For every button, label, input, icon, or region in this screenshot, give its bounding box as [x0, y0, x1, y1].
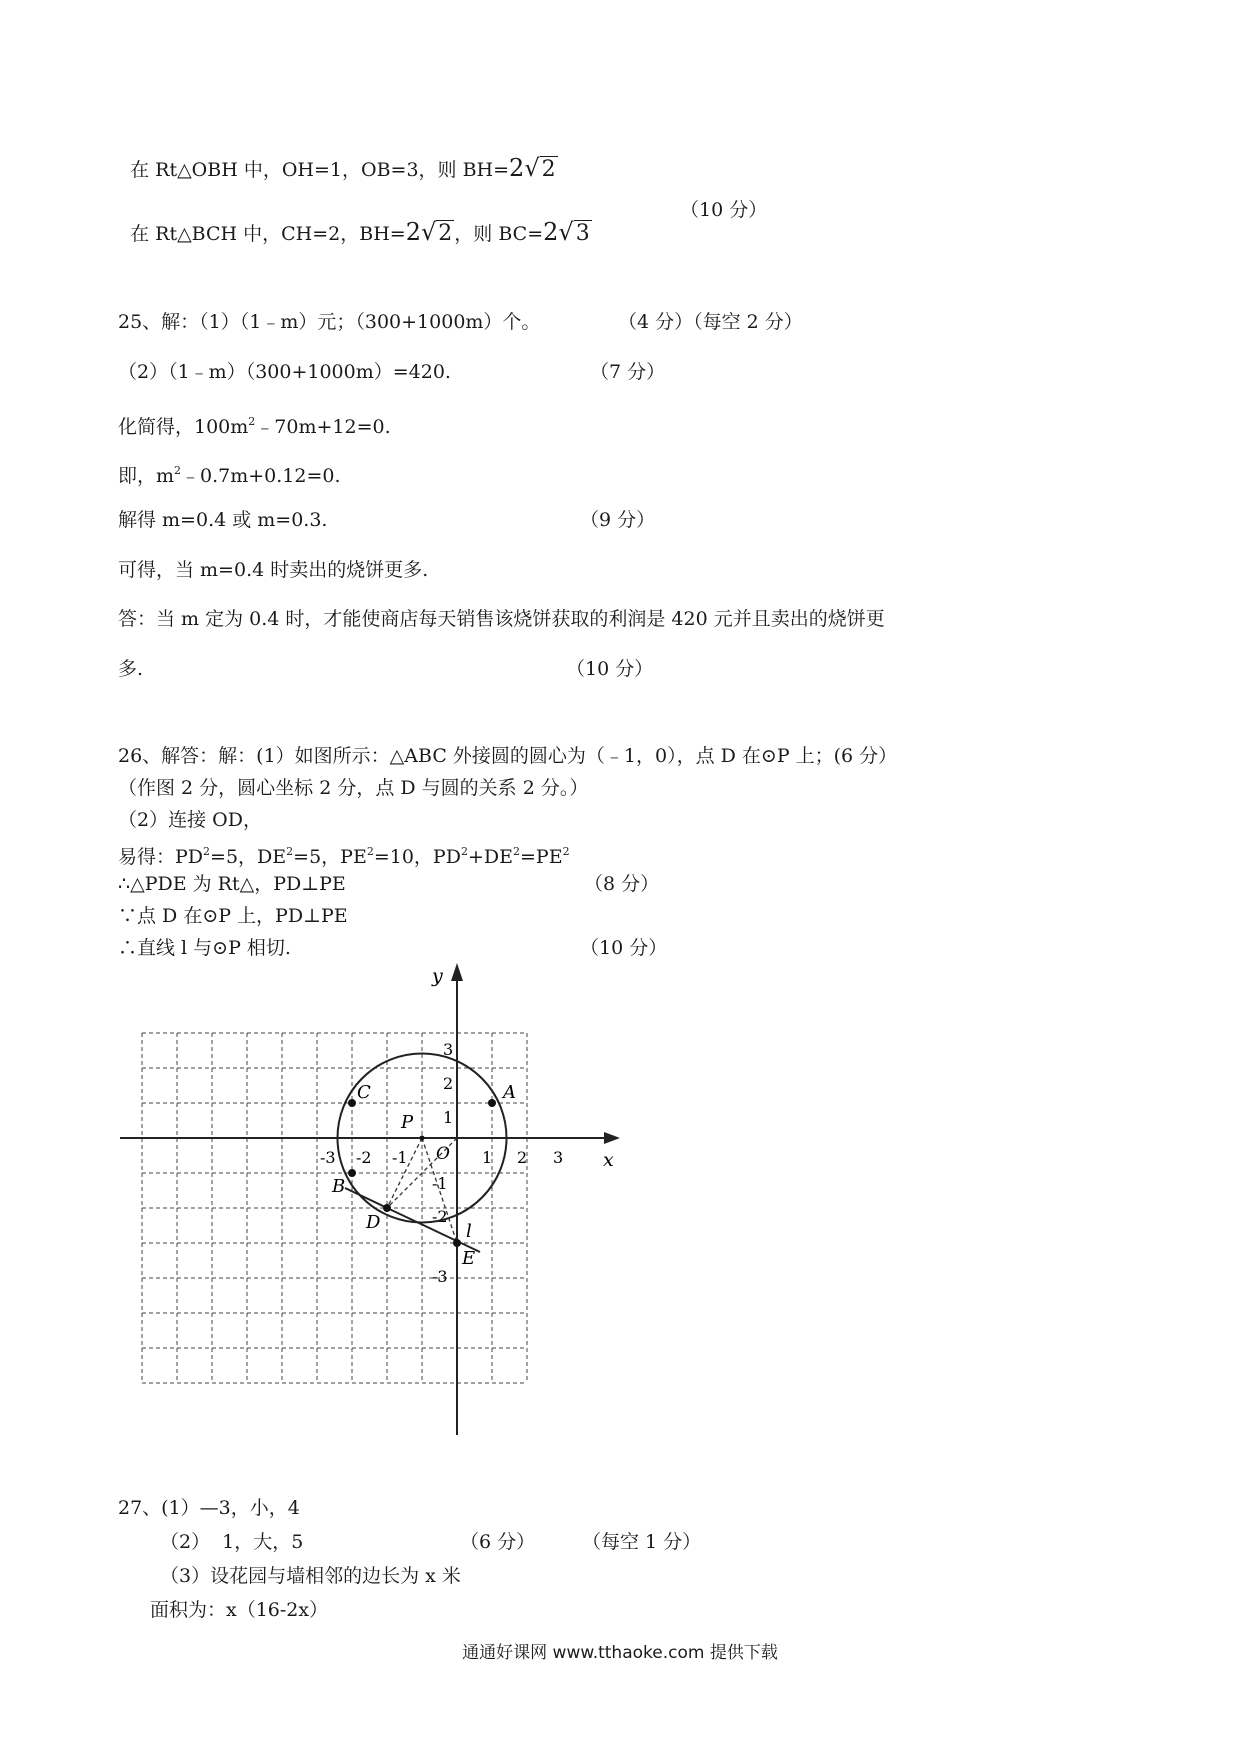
- point-b: [348, 1169, 356, 1177]
- label-p: P: [401, 1112, 414, 1133]
- x-tick: -1: [392, 1148, 408, 1167]
- x-tick: -3: [320, 1148, 336, 1167]
- y-tick: -3: [432, 1267, 448, 1286]
- q27-line: 27、(1）—3，小，4: [118, 1497, 300, 1519]
- x-tick: 1: [482, 1148, 493, 1167]
- origin-label: O: [436, 1144, 450, 1164]
- score: （10 分）: [580, 937, 668, 959]
- label-c: C: [357, 1082, 371, 1103]
- q25-line: 25、解：（1）（1﹣m）元；（300+1000m）个。: [118, 311, 541, 333]
- q25-line: 可得，当 m=0.4 时卖出的烧饼更多.: [118, 559, 429, 581]
- point-d: [383, 1204, 391, 1212]
- y-axis-arrow: [451, 963, 463, 981]
- q26-line: （作图 2 分，圆心坐标 2 分，点 D 与圆的关系 2 分。）: [118, 777, 589, 799]
- label-e: E: [462, 1248, 476, 1269]
- x-tick: -2: [356, 1148, 372, 1167]
- score: （10 分）: [680, 199, 768, 221]
- label-a: A: [503, 1082, 516, 1103]
- q26-line: 26、解答：解：(1）如图所示：△ABC 外接圆的圆心为（﹣1，0），点 D 在⊙P 上；(6 分）: [118, 745, 898, 767]
- score: （8 分）: [584, 873, 660, 895]
- y-tick: -2: [432, 1207, 448, 1226]
- x-tick: 3: [553, 1148, 564, 1167]
- y-tick: 3: [443, 1040, 454, 1059]
- point-p: [420, 1136, 425, 1141]
- q25-line: 解得 m=0.4 或 m=0.3.: [118, 509, 328, 531]
- score: （9 分）: [580, 509, 656, 531]
- radical-2sqrt2: 2√2: [405, 218, 453, 246]
- q25-line: （2）（1﹣m）（300+1000m）=420.: [118, 361, 451, 383]
- y-tick: 2: [443, 1074, 454, 1093]
- q27-line: （3）设花园与墙相邻的边长为 x 米: [160, 1565, 461, 1587]
- q26-line: ∴直线 l 与⊙P 相切.: [118, 937, 291, 959]
- q26-line: ∴△PDE 为 Rt△，PD⊥PE: [118, 873, 346, 895]
- q25-line: 化简得，$100m^2﹣70m+12=0$.: [118, 415, 391, 438]
- q25-line: 答：当 m 定为 0.4 时，才能使商店每天销售该烧饼获取的利润是 420 元并且卖出的烧饼更: [118, 608, 885, 630]
- q26-line: 易得：$PD^2=5$，$DE^2=5$，$PE^2=10$，$PD^2+DE^2=PE^2$: [118, 845, 570, 868]
- x-tick: 2: [517, 1148, 528, 1167]
- score: （7 分）: [590, 361, 666, 383]
- q27-line: 面积为：x（16-2x）: [150, 1599, 329, 1621]
- point-c: [348, 1099, 356, 1107]
- label-d: D: [366, 1212, 381, 1233]
- y-tick: 1: [443, 1108, 454, 1127]
- q26-line: （2）连接 OD，: [118, 809, 262, 831]
- score: （10 分）: [566, 658, 654, 680]
- radical-2sqrt2: 2√2: [509, 154, 556, 182]
- label-l: l: [466, 1221, 472, 1242]
- x-axis-arrow: [604, 1132, 620, 1144]
- x-axis-label: x: [603, 1149, 614, 1171]
- y-axis-label: y: [432, 965, 443, 987]
- q27-line: （2） 1，大，5: [160, 1531, 304, 1553]
- point-e: [453, 1239, 461, 1247]
- y-tick: -1: [432, 1174, 448, 1193]
- q25-line: 即，$m^2﹣0.7m+0.12=0$.: [118, 464, 341, 487]
- score-note: （每空 1 分）: [582, 1531, 702, 1553]
- radical-2sqrt3: 2√3: [543, 218, 590, 246]
- q25-line: 多.: [118, 658, 144, 680]
- q24-line1: 在 Rt△OBH 中，OH=1，OB=3，则 BH=2√2: [130, 154, 556, 182]
- q24-line2: 在 Rt△BCH 中，CH=2，BH=2√2 ，则 BC=2√3: [130, 218, 590, 246]
- footer-source: 通通好课网 www.tthaoke.com 提供下载: [462, 1643, 778, 1663]
- score: （6 分）: [460, 1531, 536, 1553]
- score: （4 分）（每空 2 分）: [618, 311, 803, 333]
- q26-line: ∵点 D 在⊙P 上，PD⊥PE: [118, 905, 348, 927]
- coordinate-figure: [110, 955, 630, 1445]
- point-a: [488, 1099, 496, 1107]
- label-b: B: [332, 1176, 346, 1197]
